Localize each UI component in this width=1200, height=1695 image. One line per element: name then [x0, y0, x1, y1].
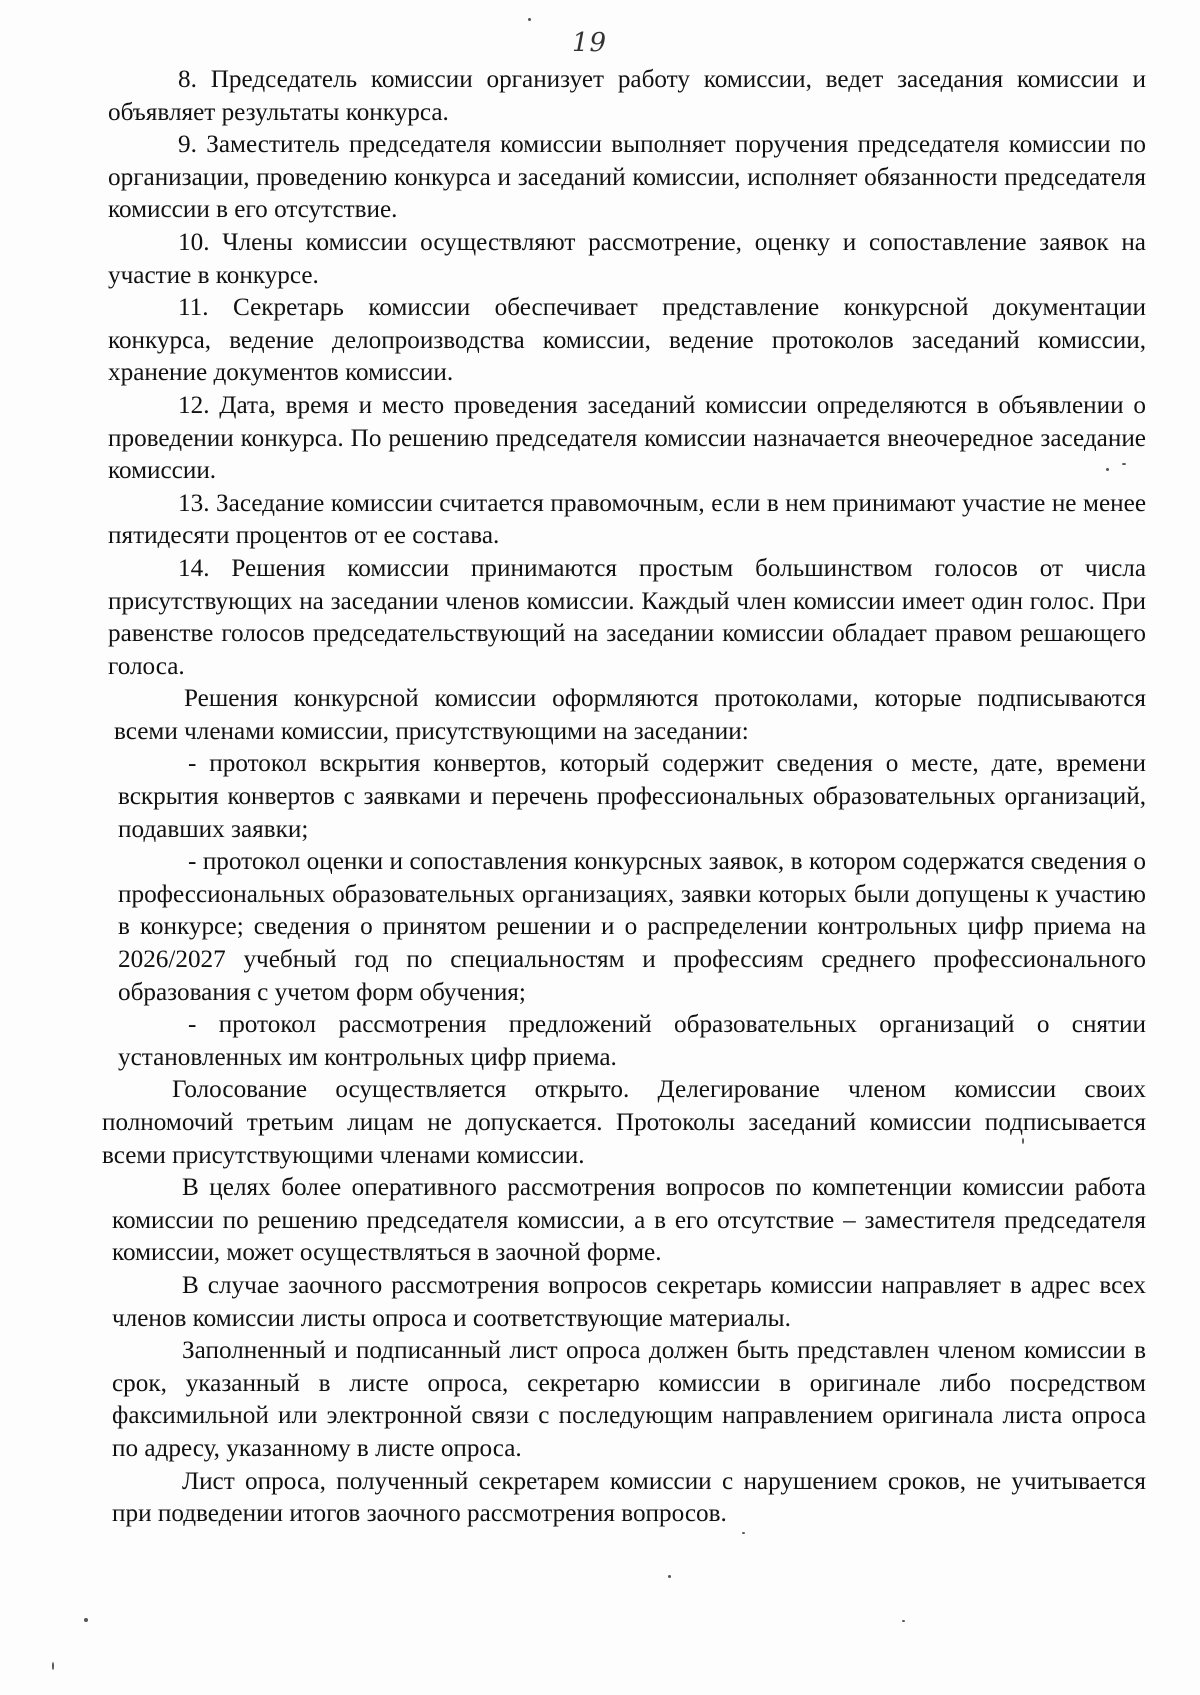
paragraph-voting: Голосование осуществляется открыто. Делегирование членом комиссии своих полномочий третьим лицам не допускается. Протоколы заседаний комиссии подписывается всеми присутствующими членами комиссии. [102, 1076, 1146, 1169]
paragraph-13: 13. Заседание комиссии считается правомочным, если в нем принимают участие не менее пятидесяти процентов от ее состава. [108, 489, 1146, 550]
paragraph-late-questionnaire: Лист опроса, полученный секретарем комиссии с нарушением сроков, не учитывается при подведении итогов заочного рассмотрения вопросов. [112, 1467, 1146, 1528]
paragraph-absentee-secretary: В случае заочного рассмотрения вопросов секретарь комиссии направляет в адрес всех членов комиссии листы опроса и соответствующие материалы. [112, 1271, 1146, 1332]
paragraph-questionnaire-submission: Заполненный и подписанный лист опроса должен быть представлен членом комиссии в срок, указанный в листе опроса, секретарю комиссии в оригинале либо посредством факсимильной или электронной связи с последующим направлением оригинала листа опроса по адресу, указанному в листе опроса. [112, 1337, 1146, 1462]
scan-speck [902, 1620, 905, 1622]
scan-speck [668, 1575, 671, 1578]
scan-speck [528, 18, 531, 21]
paragraph-12: 12. Дата, время и место проведения заседаний комиссии определяются в объявлении о проведении конкурса. По решению председателя комиссии назначается внеочередное заседание комиссии. [108, 391, 1146, 485]
scan-speck [52, 1662, 54, 1670]
list-item-protocol-withdrawal: - протокол рассмотрения предложений образовательных организаций о снятии установленных им контрольных цифр приема. [118, 1011, 1146, 1071]
scan-speck [742, 1532, 745, 1534]
document-body [102, 64, 1146, 1531]
paragraph-8: 8. Председатель комиссии организует работу комиссии, ведет заседания комиссии и объявляет результаты конкурса. [108, 66, 1146, 126]
scan-speck [1106, 468, 1109, 471]
page-number: 19 [572, 28, 608, 58]
scan-speck [84, 1618, 88, 1622]
paragraph-11: 11. Секретарь комиссии обеспечивает представление конкурсной документации конкурса, ведение делопроизводства комиссии, ведение протоколов заседаний комиссии, хранение документов комиссии. [108, 294, 1146, 387]
scan-speck [1122, 463, 1126, 465]
scan-speck [1022, 1138, 1024, 1144]
paragraph-14: 14. Решения комиссии принимаются простым большинством голосов от числа присутствующих на заседании членов комиссии. Каждый член комиссии имеет один голос. При равенстве голосов председательствующий на заседании комиссии обладает правом решающего голоса. [108, 554, 1146, 680]
list-item-protocol-opening: - протокол вскрытия конвертов, который содержит сведения о месте, дате, времени вскрытия конвертов с заявками и перечень профессиональных образовательных организаций, подавших заявки; [118, 750, 1146, 843]
paragraph-10: 10. Члены комиссии осуществляют рассмотрение, оценку и сопоставление заявок на участие в конкурсе. [108, 228, 1146, 289]
list-item-protocol-evaluation: - протокол оценки и сопоставления конкурсных заявок, в котором содержатся сведения о профессиональных образовательных организациях, заявки которых были допущены к участию в конкурсе; сведения о принятом решении и о распределении контрольных цифр приема на 2026/2027 учебный год по специальностям и профессиям среднего профессионального образования с учетом форм обучения; [118, 848, 1146, 1006]
paragraph-absentee-form: В целях более оперативного рассмотрения вопросов по компетенции комиссии работа комиссии по решению председателя комиссии, а в его отсутствие – заместителя председателя комиссии, может осуществляться в заочной форме. [112, 1174, 1146, 1267]
paragraph-9: 9. Заместитель председателя комиссии выполняет поручения председателя комиссии по организации, проведению конкурса и заседаний комиссии, исполняет обязанности председателя комиссии в его отсутствие. [108, 131, 1146, 224]
paragraph-protocols-intro: Решения конкурсной комиссии оформляются протоколами, которые подписываются всеми членами комиссии, присутствующими на заседании: [114, 685, 1146, 745]
